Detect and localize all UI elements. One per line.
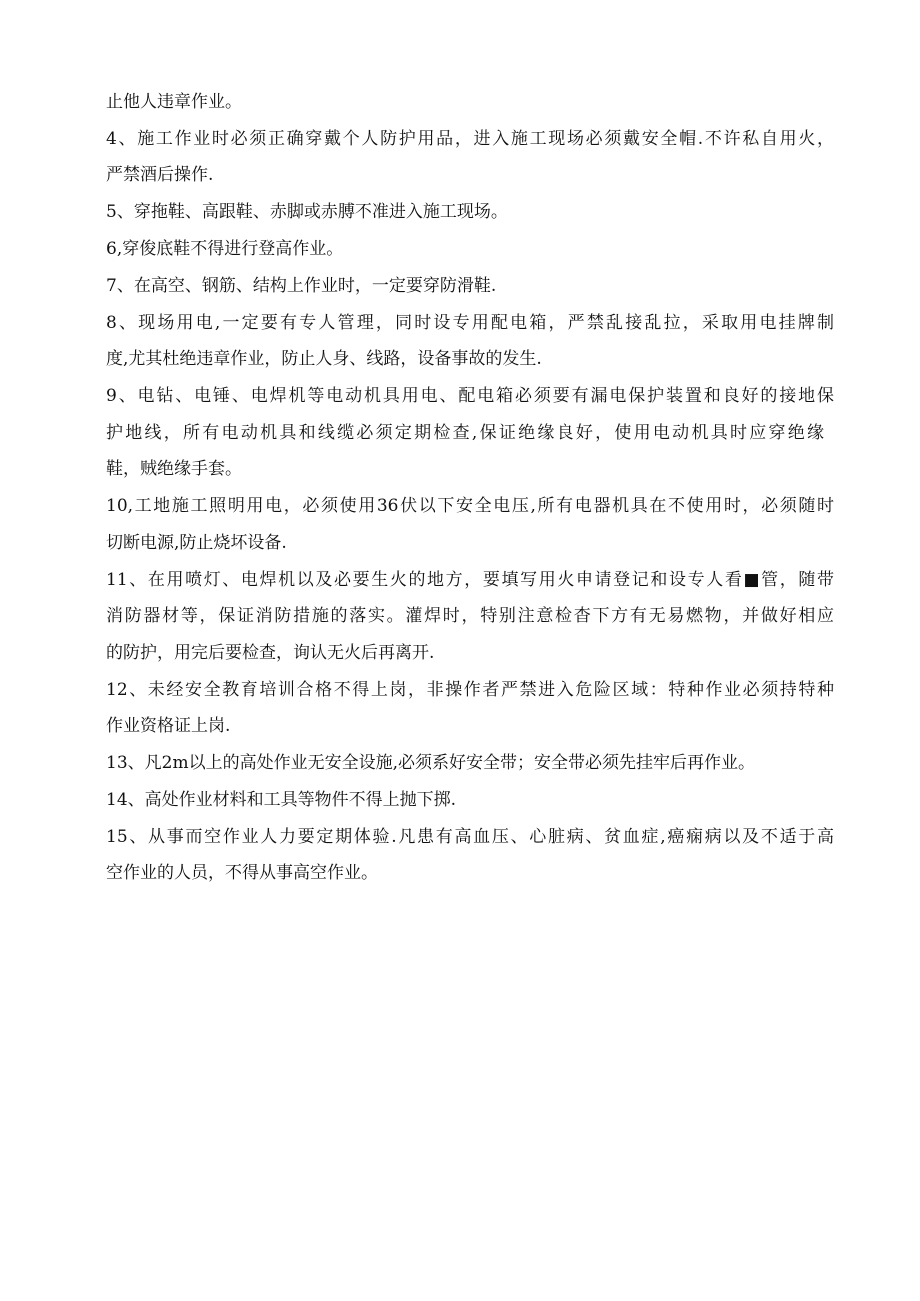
rule-10-line-1: 10,工地施工照明用电，必须使用36伏以下安全电压,所有电器机具在不使用时，必须随时 — [106, 496, 834, 516]
rule-15-line-1: 15、从事而空作业人力要定期体验.凡患有高血压、心脏病、贫血症,癌痫病以及不适于高 — [106, 827, 834, 847]
rule-11-line-2: 消防器材等，保证消防措施的落实。灌焊时，特别注意检杳下方有无易燃物，并做好相应 — [106, 606, 834, 626]
rule-5-line-1: 5、穿拖鞋、高跟鞋、赤脚或赤膊不准进入施工现场。 — [106, 202, 508, 222]
rule-4-line-1: 4、施工作业时必须正确穿戴个人防护用品，进入施工现场必须戴安全帽.不许私自用火， — [106, 129, 834, 149]
rule-11-line-1: 11、在用喷灯、电焊机以及必要生火的地方，要填写用火申请登记和设专人看■管，随带 — [106, 570, 834, 590]
rule-14-line-1: 14、高处作业材料和工具等物件不得上抛下掷. — [106, 790, 457, 810]
rule-6-line-1: 6,穿俊底鞋不得进行登高作业。 — [106, 239, 344, 259]
rule-4-line-2: 严禁酒后操作. — [106, 165, 214, 185]
rule-12-line-1: 12、未经安全教育培训合格不得上岗，非操作者严禁进入危险区域：特种作业必须持特种 — [106, 680, 834, 700]
text-line-1: 止他人违章作业。 — [106, 92, 242, 112]
rule-9-line-1: 9、电钻、电锤、电焊机等电动机具用电、配电箱必须要有漏电保护装置和良好的接地保 — [106, 386, 834, 406]
rule-7-line-1: 7、在高空、钢筋、结构上作业时，一定要穿防滑鞋. — [106, 276, 497, 296]
rule-8-line-2: 度,尤其杜绝违章作业，防止人身、线路，设备事故的发生. — [106, 349, 542, 369]
rule-15-line-2: 空作业的人员，不得从事高空作业。 — [106, 863, 378, 883]
rule-11-line-3: 的防护，用完后要检查，询认无火后再离开. — [106, 643, 435, 663]
rule-12-line-2: 作业资格证上岗. — [106, 716, 231, 736]
rule-10-line-2: 切断电源,防止烧坏设备. — [106, 533, 287, 553]
rule-9-line-3: 鞋，贼绝缘手套。 — [106, 459, 242, 479]
rule-13-line-1: 13、凡2m以上的高处作业无安全设施,必须系好安全带；安全带必须先挂牢后再作业。 — [106, 753, 755, 773]
rule-9-line-2: 护地线，所有电动机具和线缆必须定期检查,保证绝缘良好，使用电动机具时应穿绝缘 — [106, 423, 824, 443]
rule-8-line-1: 8、现场用电,一定要有专人管理，同时设专用配电箱，严禁乱接乱拉，采取用电挂牌制 — [106, 313, 834, 333]
